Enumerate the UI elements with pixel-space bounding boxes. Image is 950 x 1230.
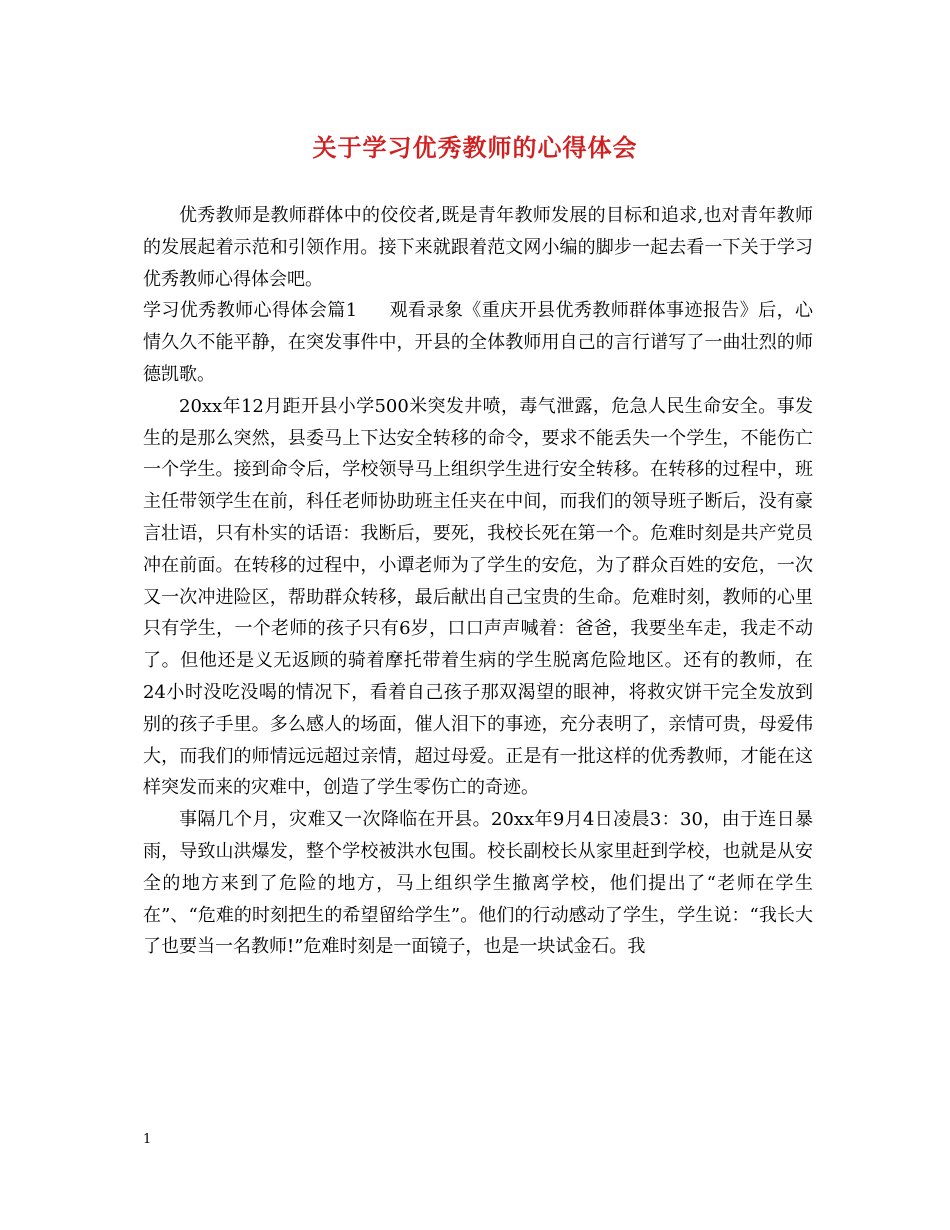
section-first-paragraph: 观看录象《重庆开县优秀教师群体事迹报告》后，心情久久不能平静，在突发事件中，开县的全体教师用自己的言行谱写了一曲壮烈的师德凯歌。 bbox=[143, 300, 814, 385]
document-title: 关于学习优秀教师的心得体会 bbox=[312, 133, 638, 162]
page-number: 1 bbox=[143, 1132, 152, 1147]
document-body bbox=[143, 200, 813, 963]
paragraph-2: 20xx年12月距开县小学500米突发井喷，毒气泄露，危急人民生命安全。事发生的是那么突然，县委马上下达安全转移的命令，要求不能丢失一个学生，不能伤亡一个学生。接到命令后，学校领导马上组织学生进行安全转移。在转移的过程中，班主任带领学生在前，科任老师协助班主任夹在中间，而我们的领导班子断后，没有豪言壮语，只有朴实的话语：我断后，要死，我校长死在第一个。危难时刻是共产党员冲在前面。在转移的过程中，小谭老师为了学生的安危，为了群众百姓的安危，一次又一次冲进险区，帮助群众转移，最后献出自己宝贵的生命。危难时刻，教师的心里只有学生，一个老师的孩子只有6岁，口口声声喊着：爸爸，我要坐车走，我走不动了。但他还是义无返顾的骑着摩托带着生病的学生脱离危险地区。还有的教师，在24小时没吃没喝的情况下，看着自己孩子那双渴望的眼神，将救灾饼干完全发放到别的孩子手里。多么感人的场面，催人泪下的事迹，充分表明了，亲情可贵，母爱伟大，而我们的师情远远超过亲情，超过母爱。正是有一批这样的优秀教师，才能在这样突发而来的灾难中，创造了学生零伤亡的奇迹。 bbox=[143, 395, 813, 799]
section-paragraph bbox=[143, 295, 813, 390]
intro-paragraph: 优秀教师是教师群体中的佼佼者,既是青年教师发展的目标和追求,也对青年教师的发展起着示范和引领作用。接下来就跟着范文网小编的脚步一起去看一下关于学习优秀教师心得体会吧。 bbox=[143, 205, 813, 290]
paragraph-3: 事隔几个月，灾难又一次降临在开县。20xx年9月4日凌晨3：30，由于连日暴雨，导致山洪爆发，整个学校被洪水包围。校长副校长从家里赶到学校，也就是从安全的地方来到了危险的地方，马上组织学生撤离学校，他们提出了“老师在学生在”、“危难的时刻把生的希望留给学生”。他们的行动感动了学生，学生说：“我长大了也要当一名教师!”危难时刻是一面镜子，也是一块试金石。我 bbox=[143, 809, 813, 958]
section-heading: 学习优秀教师心得体会篇1 bbox=[143, 300, 358, 322]
